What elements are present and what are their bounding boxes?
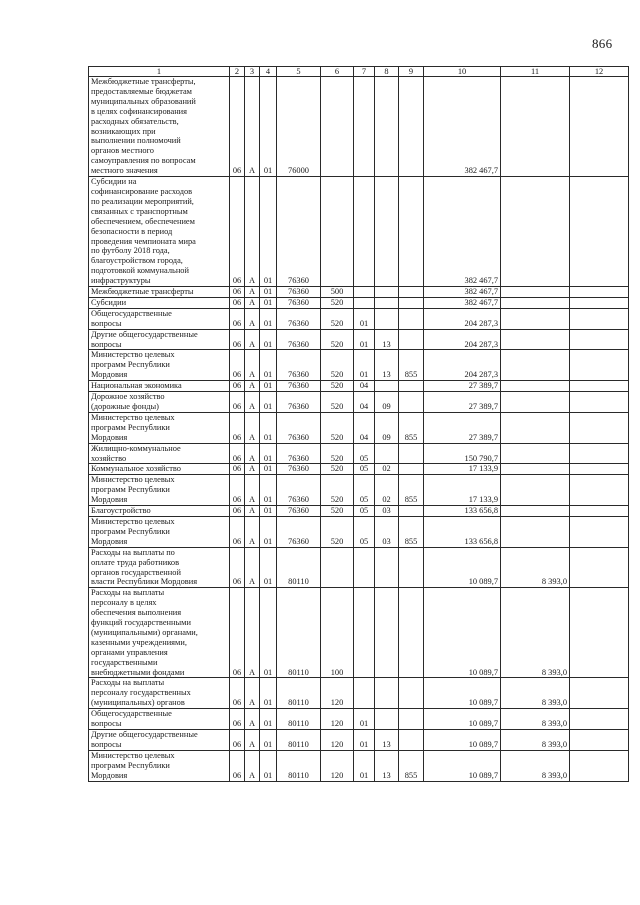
cell-amount-col12 bbox=[570, 506, 629, 517]
cell-amount-col11 bbox=[501, 381, 570, 392]
cell-amount-col11 bbox=[501, 350, 570, 381]
cell-subsection: 09 bbox=[375, 412, 399, 443]
cell-amount-col10: 27 389,7 bbox=[424, 392, 501, 413]
cell-name: Министерство целевых программ Республики Мордовия bbox=[89, 750, 230, 781]
cell-amount-col11 bbox=[501, 329, 570, 350]
cell-ministry bbox=[399, 392, 424, 413]
cell-code-letter: А bbox=[245, 506, 260, 517]
cell-code-sub: 01 bbox=[260, 506, 277, 517]
cell-ministry bbox=[399, 329, 424, 350]
cell-amount-col12 bbox=[570, 381, 629, 392]
cell-amount-col12 bbox=[570, 297, 629, 308]
cell-code-sub: 01 bbox=[260, 464, 277, 475]
cell-expense-type: 520 bbox=[321, 392, 354, 413]
cell-amount-col10: 382 467,7 bbox=[424, 287, 501, 298]
cell-subsection: 13 bbox=[375, 730, 399, 751]
cell-section: 01 bbox=[354, 709, 375, 730]
cell-amount-col12 bbox=[570, 475, 629, 506]
cell-code-gp: 06 bbox=[230, 709, 245, 730]
cell-name: Министерство целевых программ Республики Мордовия bbox=[89, 412, 230, 443]
cell-amount-col11 bbox=[501, 475, 570, 506]
cell-amount-col11: 8 393,0 bbox=[501, 750, 570, 781]
cell-code-sub: 01 bbox=[260, 308, 277, 329]
column-header-5: 5 bbox=[277, 67, 321, 77]
cell-code-direction: 80110 bbox=[277, 588, 321, 678]
cell-code-gp: 06 bbox=[230, 329, 245, 350]
cell-code-direction: 76360 bbox=[277, 443, 321, 464]
cell-amount-col10: 27 389,7 bbox=[424, 412, 501, 443]
cell-amount-col10: 382 467,7 bbox=[424, 297, 501, 308]
cell-amount-col12 bbox=[570, 77, 629, 177]
column-header-2: 2 bbox=[230, 67, 245, 77]
cell-section bbox=[354, 547, 375, 588]
column-header-8: 8 bbox=[375, 67, 399, 77]
cell-expense-type: 520 bbox=[321, 464, 354, 475]
cell-ministry bbox=[399, 588, 424, 678]
cell-amount-col12 bbox=[570, 177, 629, 287]
cell-amount-col10: 10 089,7 bbox=[424, 709, 501, 730]
cell-section bbox=[354, 297, 375, 308]
cell-amount-col11 bbox=[501, 77, 570, 177]
cell-expense-type: 120 bbox=[321, 730, 354, 751]
cell-subsection bbox=[375, 709, 399, 730]
cell-name: Национальная экономика bbox=[89, 381, 230, 392]
cell-name: Коммунальное хозяйство bbox=[89, 464, 230, 475]
cell-amount-col11 bbox=[501, 177, 570, 287]
cell-code-gp: 06 bbox=[230, 297, 245, 308]
cell-code-letter: А bbox=[245, 177, 260, 287]
cell-amount-col10: 10 089,7 bbox=[424, 750, 501, 781]
cell-amount-col12 bbox=[570, 588, 629, 678]
cell-code-letter: А bbox=[245, 516, 260, 547]
cell-code-gp: 06 bbox=[230, 475, 245, 506]
cell-expense-type: 520 bbox=[321, 308, 354, 329]
cell-ministry: 855 bbox=[399, 516, 424, 547]
cell-code-sub: 01 bbox=[260, 412, 277, 443]
cell-subsection bbox=[375, 678, 399, 709]
cell-code-gp: 06 bbox=[230, 588, 245, 678]
cell-name: Министерство целевых программ Республики Мордовия bbox=[89, 475, 230, 506]
cell-ministry bbox=[399, 308, 424, 329]
cell-amount-col10: 204 287,3 bbox=[424, 350, 501, 381]
cell-section: 01 bbox=[354, 730, 375, 751]
cell-name: Расходы на выплаты персоналу государственных (муниципальных) органов bbox=[89, 678, 230, 709]
table-row bbox=[89, 506, 629, 517]
cell-subsection: 13 bbox=[375, 750, 399, 781]
cell-code-sub: 01 bbox=[260, 547, 277, 588]
cell-expense-type: 120 bbox=[321, 678, 354, 709]
cell-amount-col11 bbox=[501, 308, 570, 329]
cell-code-gp: 06 bbox=[230, 750, 245, 781]
cell-code-sub: 01 bbox=[260, 392, 277, 413]
cell-ministry bbox=[399, 177, 424, 287]
cell-code-gp: 06 bbox=[230, 516, 245, 547]
table-row bbox=[89, 547, 629, 588]
cell-ministry: 855 bbox=[399, 350, 424, 381]
cell-code-letter: А bbox=[245, 730, 260, 751]
cell-code-direction: 76360 bbox=[277, 475, 321, 506]
cell-section: 01 bbox=[354, 329, 375, 350]
cell-amount-col10: 133 656,8 bbox=[424, 506, 501, 517]
table-body bbox=[89, 77, 629, 782]
table-row bbox=[89, 678, 629, 709]
cell-expense-type: 520 bbox=[321, 506, 354, 517]
table-row bbox=[89, 287, 629, 298]
cell-section bbox=[354, 287, 375, 298]
cell-amount-col11: 8 393,0 bbox=[501, 730, 570, 751]
cell-name: Другие общегосударственные вопросы bbox=[89, 329, 230, 350]
cell-ministry: 855 bbox=[399, 750, 424, 781]
cell-amount-col12 bbox=[570, 516, 629, 547]
cell-code-letter: А bbox=[245, 392, 260, 413]
cell-amount-col10: 10 089,7 bbox=[424, 547, 501, 588]
cell-name: Субсидии на софинансирование расходов по реализации мероприятий, связанных с транспортным обеспечением, обеспечением безопасности в период проведения чемпионата мира по футболу 2018 года, благоустройством города, подготовкой коммунальной инфраструктуры bbox=[89, 177, 230, 287]
cell-amount-col11 bbox=[501, 287, 570, 298]
cell-code-direction: 76360 bbox=[277, 506, 321, 517]
cell-code-gp: 06 bbox=[230, 177, 245, 287]
cell-expense-type: 520 bbox=[321, 297, 354, 308]
cell-amount-col11: 8 393,0 bbox=[501, 678, 570, 709]
cell-code-letter: А bbox=[245, 678, 260, 709]
cell-code-direction: 76360 bbox=[277, 381, 321, 392]
cell-code-gp: 06 bbox=[230, 381, 245, 392]
cell-subsection: 03 bbox=[375, 516, 399, 547]
table-row bbox=[89, 443, 629, 464]
cell-ministry bbox=[399, 678, 424, 709]
cell-code-direction: 76360 bbox=[277, 287, 321, 298]
cell-expense-type: 120 bbox=[321, 709, 354, 730]
cell-name: Министерство целевых программ Республики Мордовия bbox=[89, 350, 230, 381]
cell-name: Расходы на выплаты персоналу в целях обеспечения выполнения функций государственными (муниципальными) органами, казенными учреждениями, органами управления государственными внебюджетными фондами bbox=[89, 588, 230, 678]
cell-subsection bbox=[375, 308, 399, 329]
cell-expense-type bbox=[321, 77, 354, 177]
table-row bbox=[89, 464, 629, 475]
cell-name: Жилищно-коммунальное хозяйство bbox=[89, 443, 230, 464]
cell-name: Субсидии bbox=[89, 297, 230, 308]
cell-code-letter: А bbox=[245, 350, 260, 381]
cell-code-letter: А bbox=[245, 443, 260, 464]
cell-code-letter: А bbox=[245, 412, 260, 443]
cell-name: Расходы на выплаты по оплате труда работников органов государственной власти Республики Мордовия bbox=[89, 547, 230, 588]
cell-code-sub: 01 bbox=[260, 516, 277, 547]
cell-amount-col12 bbox=[570, 750, 629, 781]
cell-code-sub: 01 bbox=[260, 678, 277, 709]
cell-code-gp: 06 bbox=[230, 350, 245, 381]
cell-subsection bbox=[375, 297, 399, 308]
cell-section: 05 bbox=[354, 443, 375, 464]
cell-amount-col11: 8 393,0 bbox=[501, 709, 570, 730]
cell-name: Межбюджетные трансферты, предоставляемые бюджетам муниципальных образований в целях софинансирования расходных обязательств, возникающих при выполнении полномочий органов местного самоуправления по вопросам местного значения bbox=[89, 77, 230, 177]
column-header-4: 4 bbox=[260, 67, 277, 77]
cell-code-letter: А bbox=[245, 750, 260, 781]
cell-code-letter: А bbox=[245, 297, 260, 308]
cell-ministry bbox=[399, 443, 424, 464]
cell-code-sub: 01 bbox=[260, 329, 277, 350]
cell-subsection bbox=[375, 381, 399, 392]
cell-subsection bbox=[375, 77, 399, 177]
cell-name: Другие общегосударственные вопросы bbox=[89, 730, 230, 751]
cell-amount-col12 bbox=[570, 730, 629, 751]
cell-code-direction: 80110 bbox=[277, 678, 321, 709]
cell-amount-col10: 204 287,3 bbox=[424, 308, 501, 329]
cell-code-sub: 01 bbox=[260, 443, 277, 464]
cell-section bbox=[354, 588, 375, 678]
cell-code-gp: 06 bbox=[230, 464, 245, 475]
cell-ministry bbox=[399, 287, 424, 298]
cell-code-direction: 76360 bbox=[277, 392, 321, 413]
cell-amount-col11 bbox=[501, 516, 570, 547]
cell-amount-col12 bbox=[570, 678, 629, 709]
cell-code-letter: А bbox=[245, 464, 260, 475]
cell-ministry bbox=[399, 381, 424, 392]
cell-subsection: 09 bbox=[375, 392, 399, 413]
cell-amount-col11 bbox=[501, 443, 570, 464]
cell-ministry bbox=[399, 709, 424, 730]
cell-ministry bbox=[399, 77, 424, 177]
cell-code-gp: 06 bbox=[230, 678, 245, 709]
cell-expense-type: 520 bbox=[321, 443, 354, 464]
cell-ministry bbox=[399, 730, 424, 751]
cell-code-direction: 76360 bbox=[277, 297, 321, 308]
cell-subsection: 02 bbox=[375, 464, 399, 475]
cell-amount-col10: 204 287,3 bbox=[424, 329, 501, 350]
cell-subsection: 13 bbox=[375, 350, 399, 381]
cell-subsection: 02 bbox=[375, 475, 399, 506]
cell-code-letter: А bbox=[245, 381, 260, 392]
cell-section bbox=[354, 177, 375, 287]
cell-code-direction: 76360 bbox=[277, 308, 321, 329]
cell-name: Межбюджетные трансферты bbox=[89, 287, 230, 298]
cell-amount-col11 bbox=[501, 506, 570, 517]
cell-code-letter: А bbox=[245, 547, 260, 588]
cell-subsection bbox=[375, 177, 399, 287]
cell-amount-col12 bbox=[570, 709, 629, 730]
cell-section: 05 bbox=[354, 475, 375, 506]
cell-subsection bbox=[375, 443, 399, 464]
cell-subsection bbox=[375, 287, 399, 298]
cell-amount-col10: 10 089,7 bbox=[424, 588, 501, 678]
cell-expense-type: 100 bbox=[321, 588, 354, 678]
table-row bbox=[89, 177, 629, 287]
cell-code-gp: 06 bbox=[230, 730, 245, 751]
table-row bbox=[89, 297, 629, 308]
table-row bbox=[89, 350, 629, 381]
cell-code-gp: 06 bbox=[230, 506, 245, 517]
cell-section: 05 bbox=[354, 464, 375, 475]
cell-amount-col10: 17 133,9 bbox=[424, 464, 501, 475]
cell-code-letter: А bbox=[245, 308, 260, 329]
cell-ministry bbox=[399, 506, 424, 517]
cell-amount-col10: 133 656,8 bbox=[424, 516, 501, 547]
cell-code-gp: 06 bbox=[230, 287, 245, 298]
cell-code-letter: А bbox=[245, 475, 260, 506]
cell-expense-type: 520 bbox=[321, 412, 354, 443]
cell-section bbox=[354, 678, 375, 709]
cell-expense-type: 520 bbox=[321, 329, 354, 350]
cell-code-direction: 76360 bbox=[277, 350, 321, 381]
cell-amount-col12 bbox=[570, 547, 629, 588]
cell-expense-type: 520 bbox=[321, 516, 354, 547]
cell-amount-col10: 10 089,7 bbox=[424, 678, 501, 709]
cell-subsection bbox=[375, 588, 399, 678]
cell-ministry bbox=[399, 547, 424, 588]
cell-code-direction: 76360 bbox=[277, 516, 321, 547]
cell-section: 04 bbox=[354, 381, 375, 392]
table-row bbox=[89, 329, 629, 350]
cell-code-gp: 06 bbox=[230, 308, 245, 329]
cell-code-sub: 01 bbox=[260, 750, 277, 781]
cell-code-direction: 76360 bbox=[277, 464, 321, 475]
cell-code-sub: 01 bbox=[260, 709, 277, 730]
cell-amount-col12 bbox=[570, 464, 629, 475]
cell-code-sub: 01 bbox=[260, 350, 277, 381]
page-number: 866 bbox=[592, 36, 613, 51]
cell-amount-col10: 10 089,7 bbox=[424, 730, 501, 751]
column-header-6: 6 bbox=[321, 67, 354, 77]
cell-code-direction: 80110 bbox=[277, 730, 321, 751]
cell-code-gp: 06 bbox=[230, 392, 245, 413]
table-row bbox=[89, 730, 629, 751]
table-row bbox=[89, 381, 629, 392]
cell-name: Дорожное хозяйство (дорожные фонды) bbox=[89, 392, 230, 413]
cell-subsection bbox=[375, 547, 399, 588]
table-row bbox=[89, 308, 629, 329]
budget-table bbox=[88, 66, 629, 782]
cell-expense-type: 120 bbox=[321, 750, 354, 781]
table-row bbox=[89, 77, 629, 177]
cell-expense-type: 500 bbox=[321, 287, 354, 298]
table-row bbox=[89, 412, 629, 443]
cell-amount-col12 bbox=[570, 443, 629, 464]
cell-code-direction: 76360 bbox=[277, 412, 321, 443]
column-header-11: 11 bbox=[501, 67, 570, 77]
cell-code-direction: 76360 bbox=[277, 329, 321, 350]
cell-code-sub: 01 bbox=[260, 588, 277, 678]
cell-amount-col11 bbox=[501, 297, 570, 308]
table-row bbox=[89, 392, 629, 413]
cell-code-gp: 06 bbox=[230, 412, 245, 443]
cell-code-letter: А bbox=[245, 77, 260, 177]
cell-code-direction: 80110 bbox=[277, 547, 321, 588]
cell-amount-col12 bbox=[570, 412, 629, 443]
cell-expense-type: 520 bbox=[321, 350, 354, 381]
table-row bbox=[89, 475, 629, 506]
cell-code-sub: 01 bbox=[260, 77, 277, 177]
cell-expense-type bbox=[321, 177, 354, 287]
cell-code-direction: 76000 bbox=[277, 77, 321, 177]
cell-code-direction: 80110 bbox=[277, 709, 321, 730]
column-header-9: 9 bbox=[399, 67, 424, 77]
cell-expense-type bbox=[321, 547, 354, 588]
cell-amount-col10: 382 467,7 bbox=[424, 177, 501, 287]
cell-amount-col12 bbox=[570, 392, 629, 413]
cell-section: 01 bbox=[354, 750, 375, 781]
cell-code-sub: 01 bbox=[260, 297, 277, 308]
cell-code-sub: 01 bbox=[260, 287, 277, 298]
cell-section: 01 bbox=[354, 350, 375, 381]
cell-section: 05 bbox=[354, 516, 375, 547]
cell-code-letter: А bbox=[245, 287, 260, 298]
cell-amount-col11 bbox=[501, 392, 570, 413]
cell-code-sub: 01 bbox=[260, 475, 277, 506]
cell-amount-col12 bbox=[570, 287, 629, 298]
cell-section: 05 bbox=[354, 506, 375, 517]
cell-code-gp: 06 bbox=[230, 547, 245, 588]
cell-name: Общегосударственные вопросы bbox=[89, 709, 230, 730]
cell-amount-col12 bbox=[570, 350, 629, 381]
column-header-10: 10 bbox=[424, 67, 501, 77]
cell-code-letter: А bbox=[245, 329, 260, 350]
cell-amount-col11 bbox=[501, 412, 570, 443]
cell-amount-col11: 8 393,0 bbox=[501, 588, 570, 678]
cell-code-letter: А bbox=[245, 588, 260, 678]
cell-name: Благоустройство bbox=[89, 506, 230, 517]
cell-section: 01 bbox=[354, 308, 375, 329]
cell-amount-col12 bbox=[570, 329, 629, 350]
cell-ministry: 855 bbox=[399, 412, 424, 443]
table-row bbox=[89, 516, 629, 547]
column-header-7: 7 bbox=[354, 67, 375, 77]
cell-section: 04 bbox=[354, 412, 375, 443]
cell-ministry bbox=[399, 297, 424, 308]
cell-code-letter: А bbox=[245, 709, 260, 730]
cell-code-direction: 76360 bbox=[277, 177, 321, 287]
cell-code-gp: 06 bbox=[230, 77, 245, 177]
cell-expense-type: 520 bbox=[321, 381, 354, 392]
column-header-3: 3 bbox=[245, 67, 260, 77]
column-header-row bbox=[89, 67, 629, 77]
cell-amount-col10: 382 467,7 bbox=[424, 77, 501, 177]
cell-code-sub: 01 bbox=[260, 381, 277, 392]
cell-amount-col10: 27 389,7 bbox=[424, 381, 501, 392]
cell-code-gp: 06 bbox=[230, 443, 245, 464]
cell-amount-col10: 150 790,7 bbox=[424, 443, 501, 464]
cell-code-sub: 01 bbox=[260, 730, 277, 751]
table-row bbox=[89, 750, 629, 781]
column-header-12: 12 bbox=[570, 67, 629, 77]
cell-ministry bbox=[399, 464, 424, 475]
cell-section bbox=[354, 77, 375, 177]
cell-amount-col10: 17 133,9 bbox=[424, 475, 501, 506]
cell-amount-col11: 8 393,0 bbox=[501, 547, 570, 588]
cell-ministry: 855 bbox=[399, 475, 424, 506]
cell-section: 04 bbox=[354, 392, 375, 413]
cell-name: Общегосударственные вопросы bbox=[89, 308, 230, 329]
cell-code-sub: 01 bbox=[260, 177, 277, 287]
cell-code-direction: 80110 bbox=[277, 750, 321, 781]
cell-subsection: 13 bbox=[375, 329, 399, 350]
table-row bbox=[89, 709, 629, 730]
cell-subsection: 03 bbox=[375, 506, 399, 517]
cell-expense-type: 520 bbox=[321, 475, 354, 506]
cell-name: Министерство целевых программ Республики Мордовия bbox=[89, 516, 230, 547]
cell-amount-col12 bbox=[570, 308, 629, 329]
column-header-1: 1 bbox=[89, 67, 230, 77]
cell-amount-col11 bbox=[501, 464, 570, 475]
table-row bbox=[89, 588, 629, 678]
